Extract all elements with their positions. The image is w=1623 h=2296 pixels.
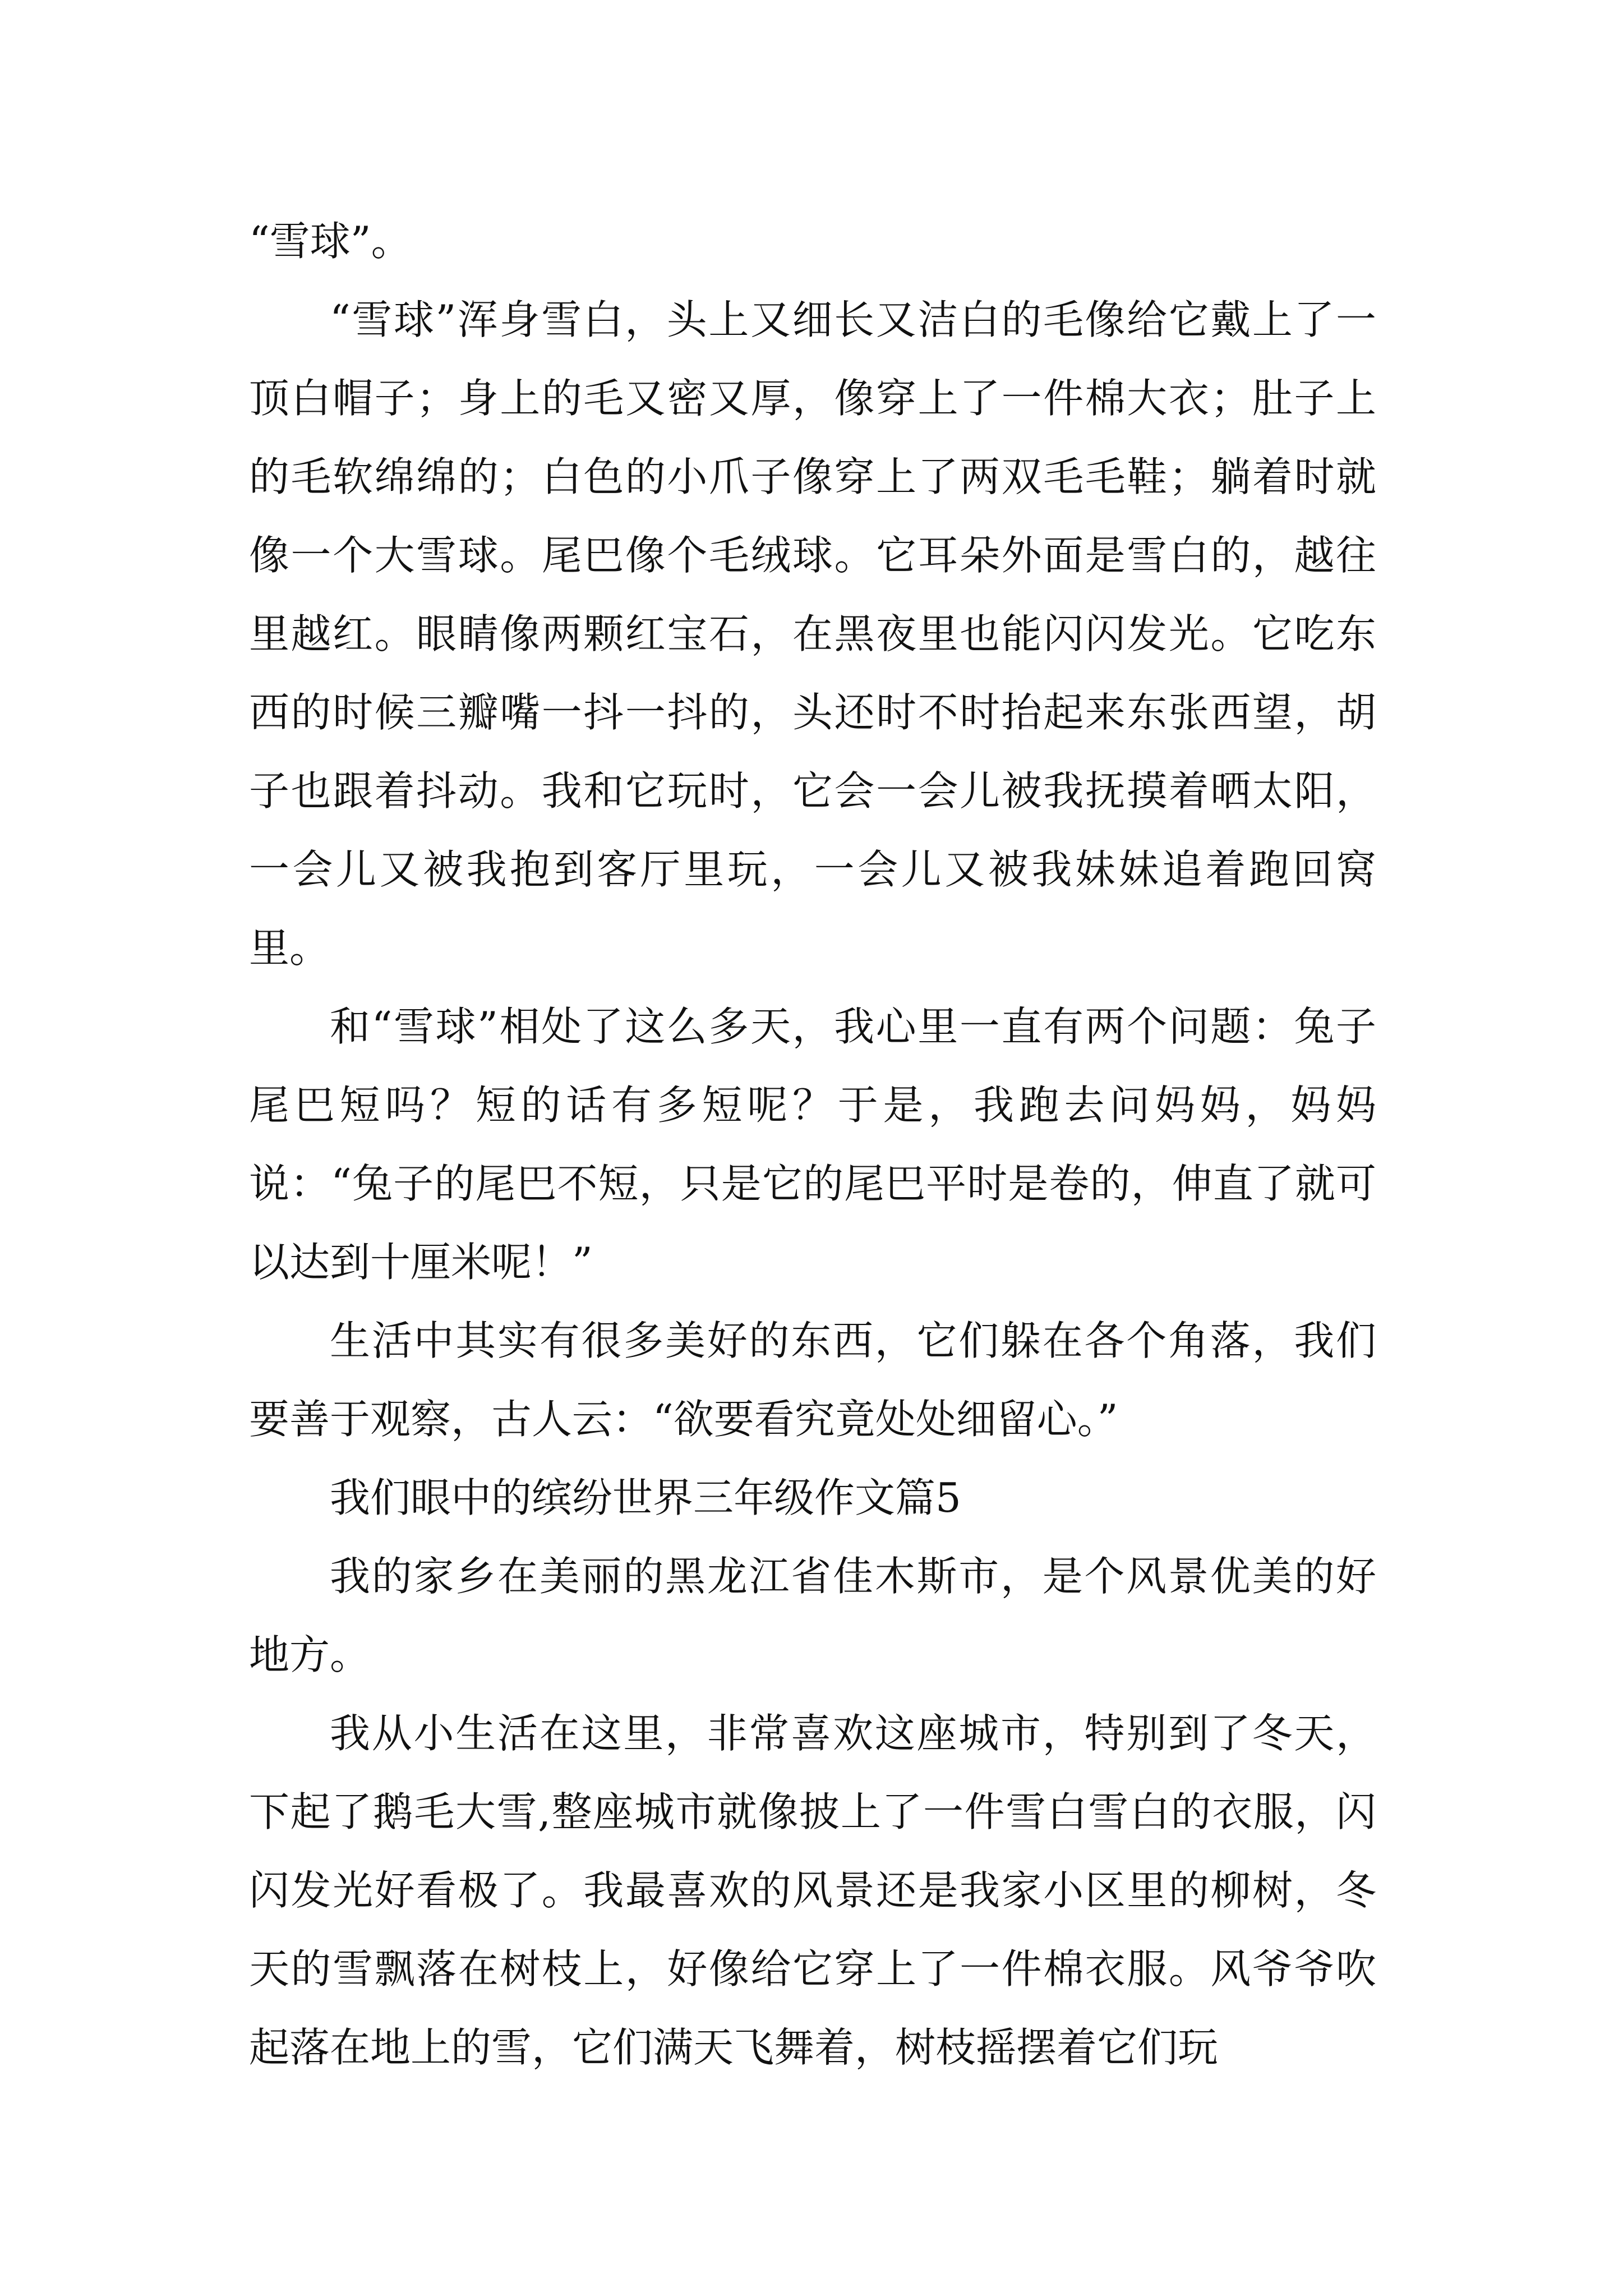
paragraph-5: 我的家乡在美丽的黑龙江省佳木斯市，是个风景优美的好地方。 — [249, 1553, 1376, 1678]
paragraph-2: “雪球”浑身雪白，头上又细长又洁白的毛像给它戴上了一顶白帽子；身上的毛又密又厚，像穿上了一件棉大衣；肚子上的毛软绵绵的；白色的小爪子像穿上了两双毛毛鞋；躺着时就像一个大雪球。尾巴像个毛绒球。它耳朵外面是雪白的，越往里越红。眼睛像两颗红宝石，在黑夜里也能闪闪发光。它吃东西的时候三瓣嘴一抖一抖的，头还时不时抬起来东张西望，胡子也跟着抖动。我和它玩时，它会一会儿被我抚摸着晒太阳，一会儿又被我抱到客厅里玩，一会儿又被我妹妹追着跑回窝里。 — [249, 296, 1376, 972]
paragraph-1: “雪球”。 — [249, 218, 412, 265]
paragraph-4: 生活中其实有很多美好的东西，它们躲在各个角落，我们要善于观察，古人云：“欲要看究竟处处细留心。” — [249, 1317, 1376, 1443]
document-body — [249, 202, 1376, 2087]
paragraph-3: 和“雪球”相处了这么多天，我心里一直有两个问题：兔子尾巴短吗？短的话有多短呢？于是，我跑去问妈妈，妈妈说：“兔子的尾巴不短，只是它的尾巴平时是卷的，伸直了就可以达到十厘米呢！” — [249, 1003, 1376, 1286]
paragraph-6: 我从小生活在这里，非常喜欢这座城市，特别到了冬天，下起了鹅毛大雪,整座城市就像披上了一件雪白雪白的衣服，闪闪发光好看极了。我最喜欢的风景还是我家小区里的柳树，冬天的雪飘落在树枝上，好像给它穿上了一件棉衣服。风爷爷吹起落在地上的雪，它们满天飞舞着，树枝摇摆着它们玩 — [249, 1710, 1376, 2071]
section-heading: 我们眼中的缤纷世界三年级作文篇5 — [330, 1474, 961, 1521]
